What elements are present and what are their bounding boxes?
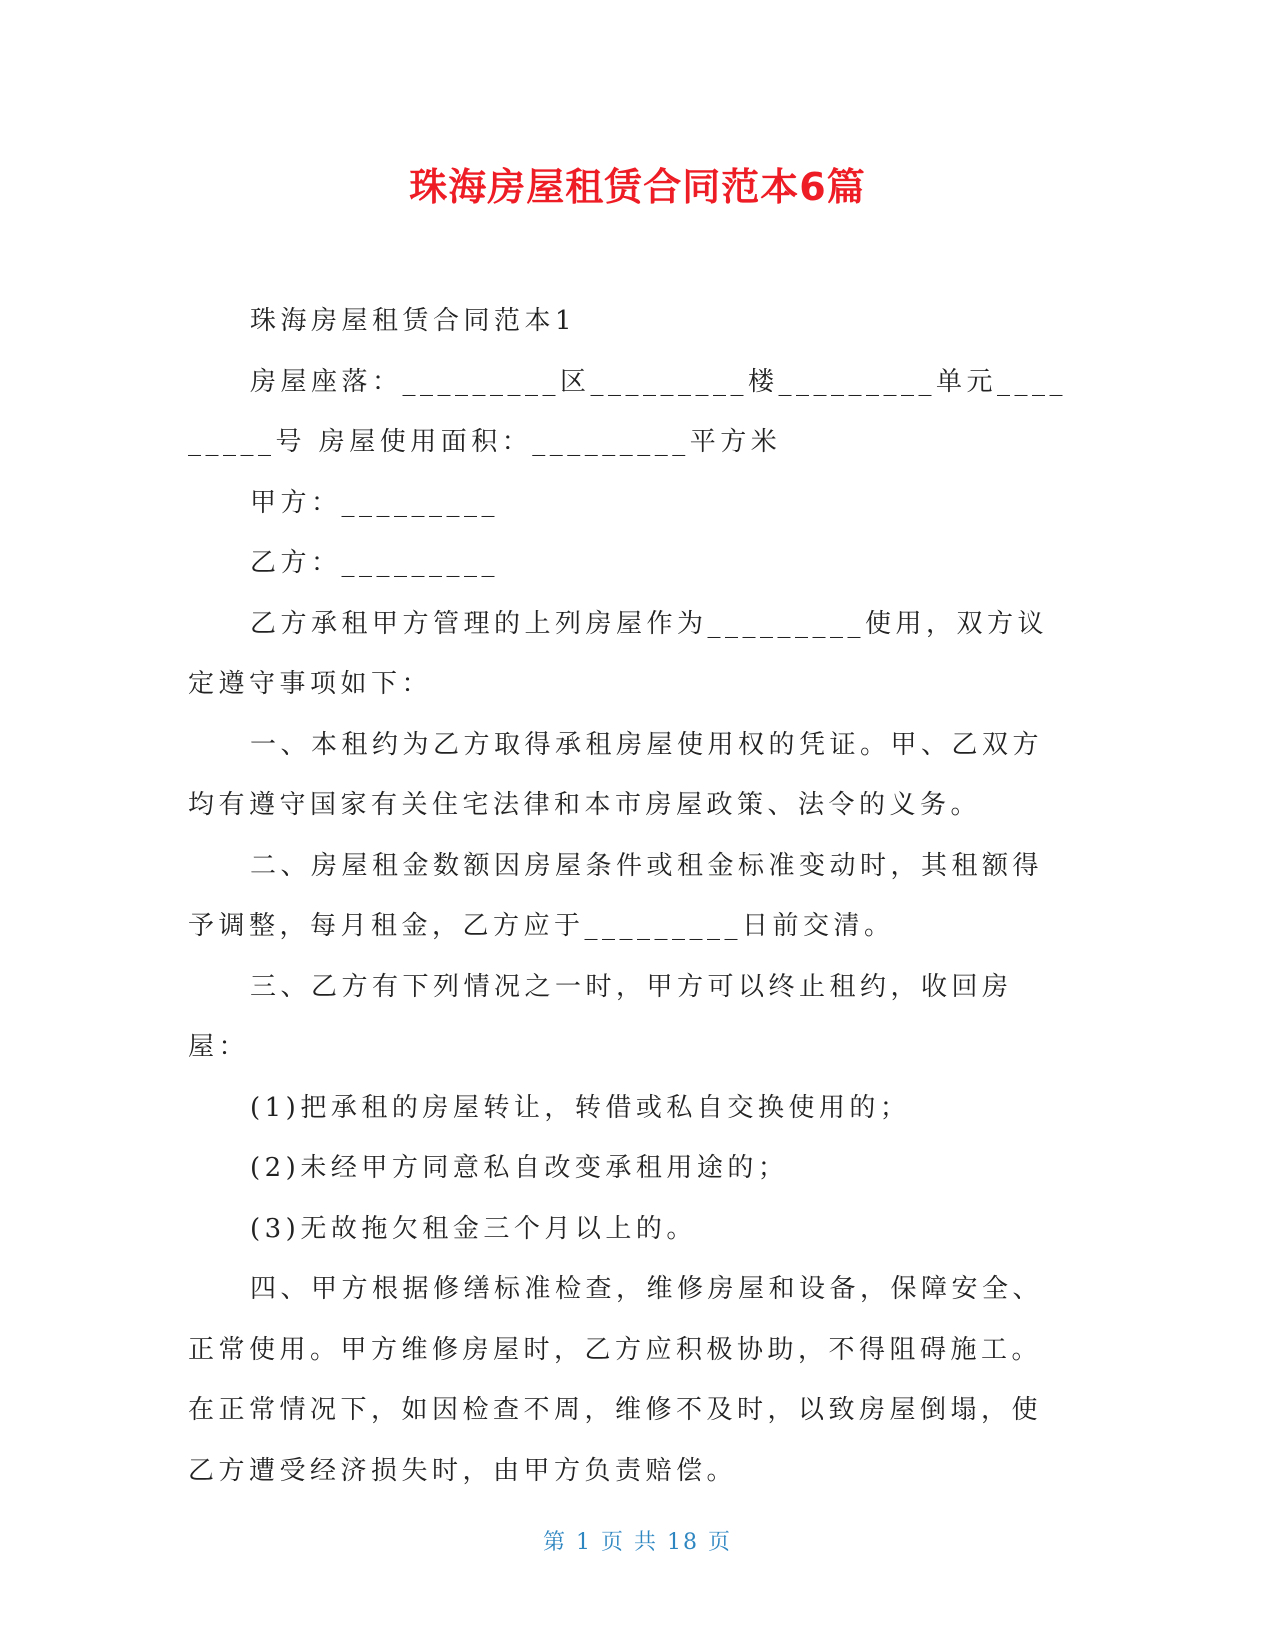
clause-1-paragraph: 一、本租约为乙方取得承租房屋使用权的凭证。甲、乙双方均有遵守国家有关住宅法律和本市房屋政策、法令的义务。 [188, 729, 1044, 820]
page-number-footer: 第 1 页 共 18 页 [543, 1530, 732, 1555]
document-body [188, 291, 1068, 1501]
section-heading: 珠海房屋租赁合同范本1 [250, 306, 577, 336]
party-a-line: 甲方：_________ [250, 487, 500, 518]
clause-4-paragraph: 四、甲方根据修缮标准检查，维修房屋和设备，保障安全、正常使用。甲方维修房屋时，乙方应积极协助，不得阻碍施工。在正常情况下，如因检查不周，维修不及时，以致房屋倒塌，使乙方遭受经济损失时，由甲方负责赔偿。 [188, 1274, 1044, 1486]
party-b-line: 乙方：_________ [250, 548, 500, 578]
document-title: 珠海房屋租赁合同范本6篇 [409, 165, 866, 209]
clause-3-item-3: (3)无故拖欠租金三个月以上的。 [250, 1213, 697, 1244]
clause-3-item-1: (1)把承租的房屋转让，转借或私自交换使用的； [250, 1092, 911, 1123]
usage-paragraph: 乙方承租甲方管理的上列房屋作为_________使用，双方议定遵守事项如下： [188, 608, 1049, 699]
clause-3-item-2: (2)未经甲方同意私自改变承租用途的； [250, 1153, 789, 1183]
clause-3-paragraph: 三、乙方有下列情况之一时，甲方可以终止租约，收回房屋： [188, 971, 1013, 1062]
property-location-paragraph: 房屋座落：_________区_________楼_________单元_________号 房屋使用面积：_________平方米 [188, 366, 1068, 457]
clause-2-paragraph: 二、房屋租金数额因房屋条件或租金标准变动时，其租额得予调整，每月租金，乙方应于_________日前交清。 [188, 850, 1044, 941]
